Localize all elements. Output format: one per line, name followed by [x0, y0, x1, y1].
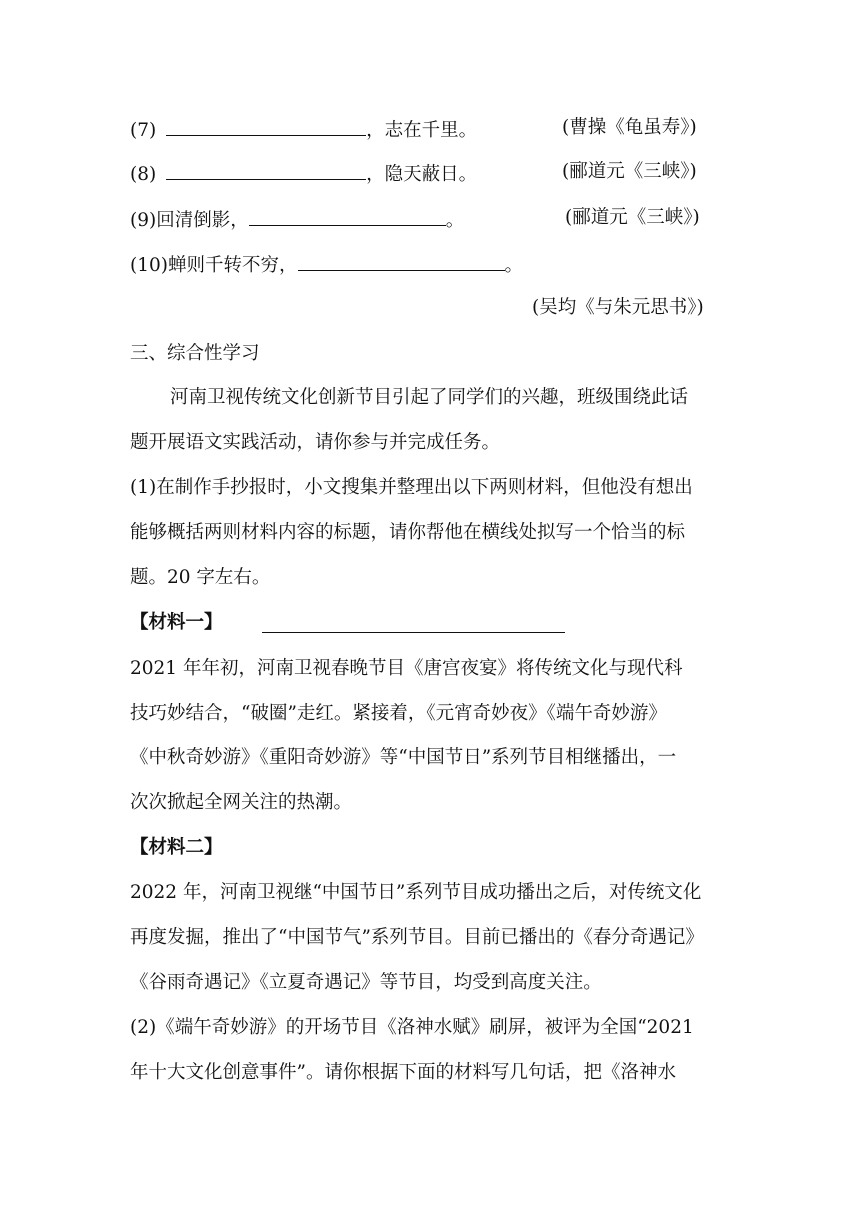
- material1-label: 【材料一】: [130, 612, 223, 633]
- fill-in-item-10: [130, 250, 523, 279]
- answer-blank[interactable]: [249, 205, 446, 226]
- answer-blank[interactable]: [166, 159, 366, 180]
- item-suffix: 。: [504, 255, 524, 276]
- fill-in-item-9: [130, 205, 464, 234]
- section-title: 三、综合性学习: [130, 343, 260, 364]
- source-citation: (郦道元《三峡》): [562, 161, 697, 182]
- item-prefix: 蝉则千转不穷，: [167, 255, 298, 276]
- fill-in-item-8: [130, 159, 477, 188]
- item-text: ，隐天蔽日。: [366, 164, 478, 185]
- material1-line: 2021 年年初，河南卫视春晚节目《唐宫夜宴》将传统文化与现代科: [130, 658, 683, 679]
- item-number: (7): [130, 120, 157, 141]
- fill-in-item-7: [130, 115, 477, 144]
- task2-line-1: (2)《端午奇妙游》的开场节目《洛神水赋》刷屏，被评为全国“2021: [130, 1017, 694, 1038]
- item-number: (10): [130, 255, 168, 276]
- material2-line: 《谷雨奇遇记》《立夏奇遇记》等节目，均受到高度关注。: [130, 972, 602, 993]
- material2-label: 【材料二】: [130, 837, 223, 858]
- material1-line: 技巧妙结合，“破圈”走红。紧接着，《元宵奇妙夜》《端午奇妙游》: [130, 703, 667, 724]
- task2-line-2: 年十大文化创意事件”。请你根据下面的材料写几句话，把《洛神水: [130, 1062, 676, 1083]
- source-citation: (郦道元《三峡》): [565, 207, 700, 228]
- answer-blank[interactable]: [166, 115, 366, 136]
- material2-line: 再度发掘，推出了“中国节气”系列节目。目前已播出的《春分奇遇记》: [130, 927, 704, 948]
- source-citation: (曹操《龟虽寿》): [562, 117, 697, 138]
- intro-line-1: 河南卫视传统文化创新节目引起了同学们的兴趣，班级围绕此话: [170, 387, 689, 408]
- item-number: (8): [130, 164, 157, 185]
- answer-blank[interactable]: [298, 250, 505, 271]
- material1-line: 《中秋奇妙游》《重阳奇妙游》等“中国节日”系列节目相继播出，一: [130, 747, 677, 768]
- item-prefix: 回清倒影，: [156, 210, 249, 231]
- task1-line-3: 题。20 字左右。: [130, 567, 271, 588]
- item-number: (9): [130, 210, 157, 231]
- material2-line: 2022 年，河南卫视继“中国节日”系列节目成功播出之后，对传统文化: [130, 882, 702, 903]
- source-citation: (吴均《与朱元思书》): [532, 297, 704, 318]
- item-suffix: 。: [445, 210, 465, 231]
- item-text: ，志在千里。: [366, 120, 478, 141]
- material1-line: 次次掀起全网关注的热潮。: [130, 792, 353, 813]
- intro-line-2: 题开展语文实践活动，请你参与并完成任务。: [130, 432, 501, 453]
- title-answer-blank[interactable]: [262, 612, 565, 633]
- task1-line-2: 能够概括两则材料内容的标题，请你帮他在横线处拟写一个恰当的标: [130, 522, 686, 543]
- task1-line-1: (1)在制作手抄报时，小文搜集并整理出以下两则材料，但他没有想出: [130, 477, 693, 498]
